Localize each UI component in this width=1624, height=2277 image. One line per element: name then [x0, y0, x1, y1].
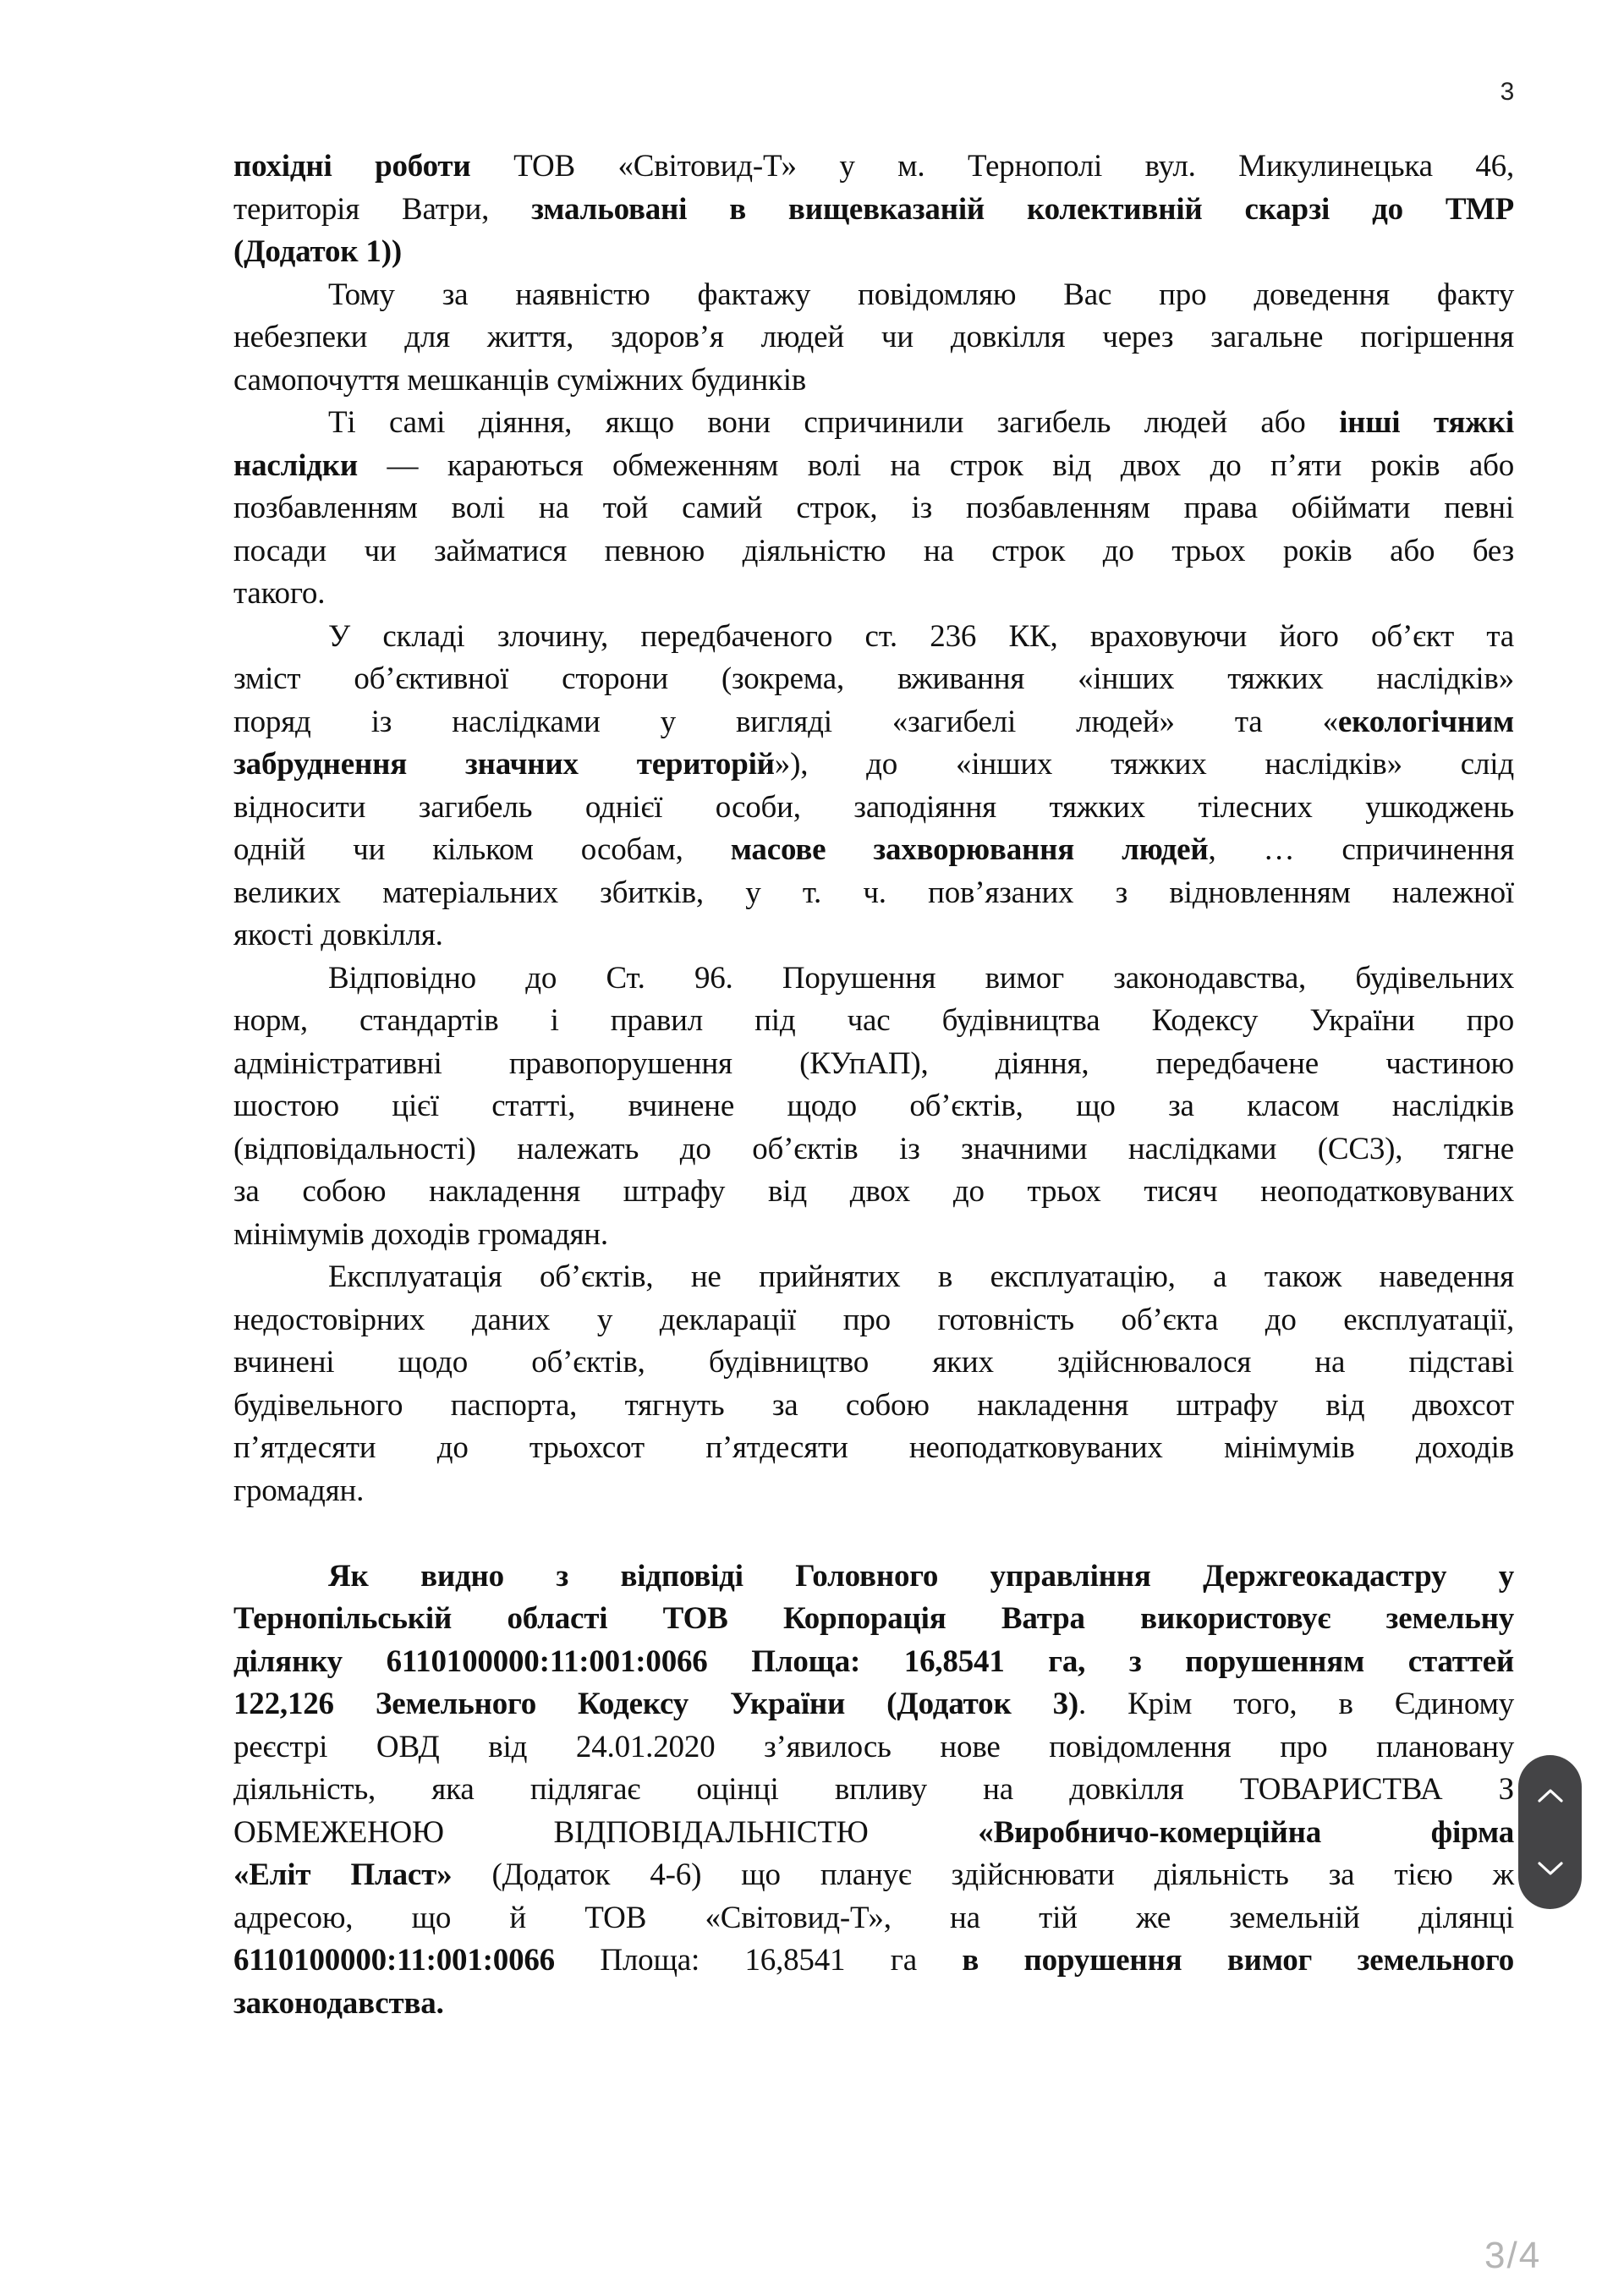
text-line	[233, 573, 1514, 616]
text: такого.	[233, 576, 326, 611]
text: реєстрі ОВД від 24.01.2020 з’явилось нове повідомлення про плановану	[233, 1729, 1514, 1764]
text: Відповідно до Ст. 96. Порушення вимог законодавства, будівельних	[328, 960, 1514, 996]
text: адресою, що й ТОВ «Світовид-Т», на тій же земельній ділянці	[233, 1900, 1514, 1935]
text-line	[233, 1726, 1514, 1769]
bold-text: 6110100000:11:001:0066	[233, 1943, 555, 1978]
blank-line	[233, 1512, 1514, 1555]
text-line	[233, 1983, 1514, 2026]
text: Площа: 16,8541 га	[554, 1943, 963, 1978]
text: — караються обмеженням волі на строк від двох до п’яти років або	[358, 447, 1514, 483]
text-line	[233, 1214, 1514, 1257]
text: (Додаток 4-6) що планує здійснювати діяльність за тією ж	[452, 1857, 1514, 1892]
bold-text: законодавства.	[233, 1985, 444, 2021]
text-line	[233, 402, 1514, 445]
text-line	[233, 487, 1514, 530]
text-line	[233, 701, 1514, 744]
text-line	[233, 1897, 1514, 1940]
text: позбавленням волі на той самий строк, із позбавленням права обіймати певні	[233, 491, 1514, 525]
paragraph	[233, 1555, 1514, 2026]
text-line	[233, 530, 1514, 573]
text: У складі злочину, передбаченого ст. 236 КК, враховуючи його об’єкт та	[328, 618, 1514, 654]
bold-text: масове захворювання людей	[730, 832, 1209, 867]
document-body	[233, 145, 1514, 2025]
bold-text: інші тяжкі	[1339, 405, 1514, 440]
bold-text: Тернопільській області ТОВ Корпорація Ватра використовує земельну	[233, 1601, 1514, 1636]
bold-text: ділянку 6110100000:11:001:0066 Площа: 16,8541 га, з порушенням статтей	[233, 1643, 1514, 1679]
chevron-up-icon	[1536, 1786, 1565, 1804]
text-line	[233, 1812, 1514, 1855]
text: мінімумів доходів громадян.	[233, 1216, 608, 1252]
text: п’ятдесяти до трьохсот п’ятдесяти неоподатковуваних мінімумів доходів	[233, 1430, 1514, 1465]
text-line	[233, 189, 1514, 232]
text: Тому за наявністю фактажу повідомляю Вас про доведення факту	[328, 277, 1514, 312]
text-line	[233, 1854, 1514, 1897]
paragraph	[233, 402, 1514, 616]
text-line	[233, 1085, 1514, 1128]
text-line	[233, 445, 1514, 488]
paragraph	[233, 957, 1514, 1257]
text: зміст об’єктивної сторони (зокрема, вживання «інших тяжких наслідків»	[233, 661, 1514, 696]
text-line	[233, 1256, 1514, 1299]
text-line	[233, 1043, 1514, 1086]
page-number: 3	[1500, 78, 1515, 106]
text: »), до «інших тяжких наслідків» слід	[774, 747, 1514, 782]
paragraph	[233, 274, 1514, 403]
text-line	[233, 316, 1514, 359]
text-line	[233, 743, 1514, 787]
scroll-down-button[interactable]	[1525, 1844, 1576, 1895]
text-line	[233, 1470, 1514, 1513]
bold-text: забруднення значних територій	[233, 747, 775, 782]
text-line	[233, 1940, 1514, 1983]
text-line	[233, 616, 1514, 659]
text: посади чи займатися певною діяльністю на строк до трьох років або без	[233, 533, 1514, 568]
text-line	[233, 957, 1514, 1001]
bold-text: Як видно з відповіді Головного управління Держгеокадастру у	[328, 1558, 1514, 1594]
paragraph	[233, 616, 1514, 957]
text-line	[233, 1427, 1514, 1470]
bold-text: (Додаток 1))	[233, 234, 402, 269]
text: ТОВ «Світовид-Т» у м. Тернополі вул. Микулинецька 46,	[470, 149, 1514, 184]
text-line	[233, 787, 1514, 830]
text-line	[233, 1769, 1514, 1812]
bold-text: «Еліт Пласт»	[233, 1857, 453, 1892]
text-line	[233, 1342, 1514, 1385]
text: Ті самі діяння, якщо вони спричинили загибель людей або	[328, 405, 1340, 440]
text: шостою цієї статті, вчинене щодо об’єктів, що за класом наслідків	[233, 1089, 1514, 1123]
text-line	[233, 1385, 1514, 1428]
scroll-up-button[interactable]	[1525, 1769, 1576, 1820]
paragraph	[233, 1256, 1514, 1512]
page-navigation-control	[1518, 1755, 1582, 1909]
text: Експлуатація об’єктів, не прийнятих в експлуатацію, а також наведення	[328, 1259, 1514, 1294]
text: територія Ватри,	[233, 191, 532, 227]
text: , … спричинення	[1208, 832, 1515, 867]
text-line	[233, 872, 1514, 915]
text-line	[233, 1171, 1514, 1214]
text: адміністративні правопорушення (КУпАП), діяння, передбачене частиною	[233, 1045, 1514, 1081]
text: недостовірних даних у декларації про готовність об’єкта до експлуатації,	[233, 1302, 1514, 1337]
text: вчинені щодо об’єктів, будівництво яких здійснювалося на підставі	[233, 1345, 1514, 1380]
text-line	[233, 359, 1514, 403]
text: будівельного паспорта, тягнуть за собою накладення штрафу від двохсот	[233, 1387, 1514, 1423]
page-indicator: 3/4	[1484, 2235, 1542, 2276]
bold-text: похідні роботи	[233, 149, 471, 184]
text-line	[233, 1683, 1514, 1726]
text: одній чи кільком особам,	[233, 832, 731, 867]
paragraph	[233, 145, 1514, 274]
text: (відповідальності) належать до об’єктів із значними наслідками (СС3), тягне	[233, 1131, 1514, 1166]
text: . Крім того, в Єдиному	[1078, 1687, 1515, 1721]
text: самопочуття мешканців суміжних будинків	[233, 362, 807, 398]
text-line	[233, 1000, 1514, 1043]
text: якості довкілля.	[233, 918, 443, 952]
text-line	[233, 658, 1514, 701]
text: громадян.	[233, 1473, 365, 1508]
text-line	[233, 231, 1514, 274]
bold-text: екологічним	[1337, 704, 1514, 739]
text: за собою накладення штрафу від двох до трьох тисяч неоподатковуваних	[233, 1174, 1514, 1209]
text-line	[233, 145, 1514, 189]
text-line	[233, 1555, 1514, 1599]
text: небезпеки для життя, здоров’я людей чи довкілля через загальне погіршення	[233, 320, 1514, 354]
bold-text: 122,126 Земельного Кодексу України (Додаток 3)	[233, 1687, 1079, 1721]
text-line	[233, 1641, 1514, 1684]
bold-text: наслідки	[233, 447, 359, 483]
text-line	[233, 829, 1514, 872]
text: відносити загибель однієї особи, заподіяння тяжких тілесних ушкоджень	[233, 789, 1514, 825]
text: діяльність, яка підлягає оцінці впливу на довкілля ТОВАРИСТВА З	[233, 1772, 1514, 1807]
bold-text: «Виробничо-комерційна фірма	[978, 1814, 1514, 1850]
bold-text: змальовані в вищевказаній колективній скарзі до ТМР	[531, 191, 1514, 227]
text-line	[233, 1299, 1514, 1342]
text: великих матеріальних збитків, у т. ч. пов’язаних з відновленням належної	[233, 875, 1514, 910]
text: поряд із наслідками у вигляді «загибелі людей» та «	[233, 704, 1338, 739]
chevron-down-icon	[1536, 1860, 1565, 1879]
text: норм, стандартів і правил під час будівництва Кодексу України про	[233, 1003, 1514, 1038]
text-line	[233, 914, 1514, 957]
bold-text: в порушення вимог земельного	[962, 1943, 1514, 1978]
text-line	[233, 1128, 1514, 1171]
text: ОБМЕЖЕНОЮ ВІДПОВІДАЛЬНІСТЮ	[233, 1814, 979, 1850]
text-line	[233, 274, 1514, 317]
text-line	[233, 1598, 1514, 1641]
